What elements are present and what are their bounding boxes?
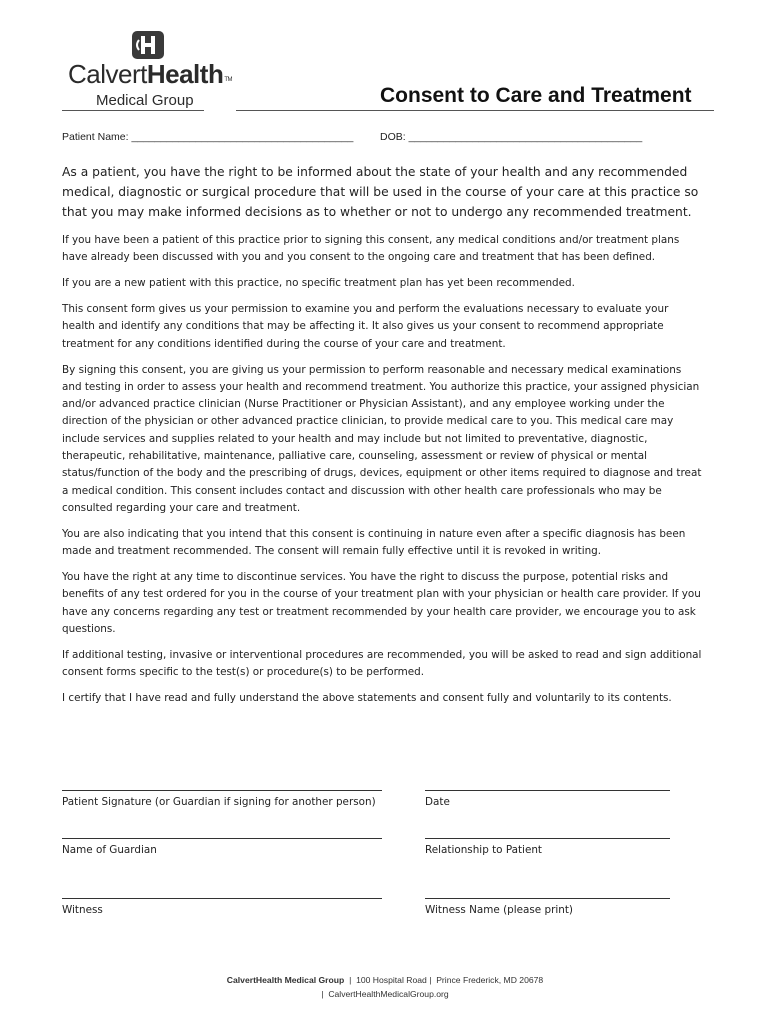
patient-signature-label: Patient Signature (or Guardian if signing for another person) <box>62 796 376 808</box>
paragraph-additional-testing: If additional testing, invasive or interventional procedures are recommended, you will be asked to read and sign additional consent forms specific to the test(s) or procedure(s) to be performed. <box>62 648 702 679</box>
witness-signature-line[interactable] <box>62 898 382 899</box>
footer-separator: | <box>429 975 432 985</box>
header-divider <box>62 110 714 111</box>
logo-name-regular: Calvert <box>68 59 147 89</box>
logo-subtitle: Medical Group <box>96 92 194 109</box>
guardian-name-label: Name of Guardian <box>62 844 157 856</box>
paragraph-permission: This consent form gives us your permission to examine you and perform the evaluations necessary to evaluate your health and identify any conditions that may be affecting it. It also gives us your consent to recommend appropriate treatment for any conditions identified during the course of your care and treatment. <box>62 303 669 350</box>
calverthealth-h-icon <box>131 30 165 60</box>
paragraph-certification: I certify that I have read and fully understand the above statements and consent fully and voluntarily to its contents. <box>62 691 672 704</box>
paragraph-authorization: By signing this consent, you are giving us your permission to perform reasonable and necessary medical examinations and testing in order to assess your health and recommend treatment. You authorize this practice, your assigned physician and/or advanced practice clinician (Nurse Practitioner or Physician Assistant), and any employee working under the direction of the physician or other advanced practice clinician, to provide medical care to you. This medical care may include services and supplies related to your health and may include but not limited to preventative, diagnostic, therapeutic, rehabilitative, maintenance, palliative care, counseling, assessment or review of physical or mental status/function of the body and the prescribing of drugs, devices, equipment or other items required to diagnose and treat a medical condition. This consent includes contact and discussion with other health care professionals who may be consulted regarding your care and treatment. <box>62 363 702 514</box>
paragraph-new-patient: If you are a new patient with this practice, no specific treatment plan has yet been recommended. <box>62 277 575 290</box>
calverthealth-logo <box>62 28 262 113</box>
footer-address: 100 Hospital Road <box>356 975 427 985</box>
patient-name-field[interactable]: Patient Name: ______________________________________ <box>62 131 354 143</box>
page-footer <box>0 973 770 1001</box>
relationship-label: Relationship to Patient <box>425 844 543 856</box>
guardian-name-line[interactable] <box>62 838 382 839</box>
paragraph-rights: You have the right at any time to discontinue services. You have the right to discuss the purpose, potential risks and benefits of any test ordered for you in the course of your treatment plan with your physician or health care provider. If you have any concerns regarding any test or treatment recommended by your health care provider, we encourage you to ask questions. <box>62 571 701 635</box>
witness-label: Witness <box>62 904 103 916</box>
footer-line-1 <box>0 973 770 987</box>
logo-trademark: TM <box>224 77 232 83</box>
paragraph-continuing-consent: You are also indicating that you intend that this consent is continuing in nature even after a specific diagnosis has been made and treatment recommended. The consent will remain fully effective until it is revoked in writing. <box>62 527 686 558</box>
date-label: Date <box>425 796 450 808</box>
footer-separator: | <box>349 975 352 985</box>
footer-city: Prince Frederick, MD 20678 <box>436 975 544 985</box>
witness-name-label: Witness Name (please print) <box>425 904 573 916</box>
paragraph-existing-patient: If you have been a patient of this practice prior to signing this consent, any medical conditions and/or treatment plans have already been discussed with you and you consent to the ongoing care and treatment that has been defined. <box>62 234 680 264</box>
footer-separator: | <box>321 989 324 999</box>
footer-org: CalvertHealth Medical Group <box>226 975 345 985</box>
relationship-line[interactable] <box>425 838 670 839</box>
dob-field[interactable]: DOB: ________________________________________ <box>380 131 643 143</box>
consent-body <box>62 232 702 716</box>
footer-website[interactable]: CalvertHealthMedicalGroup.org <box>328 989 449 999</box>
intro-paragraph: As a patient, you have the right to be informed about the state of your health and any recommended medical, diagnostic or surgical procedure that will be used in the course of your care at this practice so that you may make informed decisions as to whether or not to undergo any recommended treatment. <box>62 165 699 219</box>
witness-name-line[interactable] <box>425 898 670 899</box>
footer-line-2 <box>0 987 770 1001</box>
logo-name-bold: Health <box>146 59 224 89</box>
document-title: Consent to Care and Treatment <box>380 84 692 107</box>
logo-wordmark <box>68 59 232 90</box>
date-line[interactable] <box>425 790 670 791</box>
header-divider-gap <box>204 109 236 112</box>
patient-signature-line[interactable] <box>62 790 382 791</box>
